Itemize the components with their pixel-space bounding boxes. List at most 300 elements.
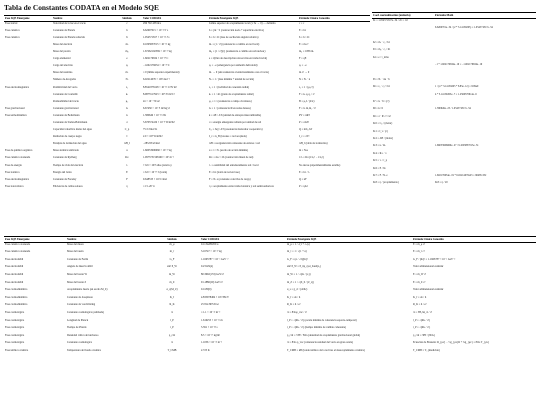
table-row: [4, 156, 370, 163]
table-cell: [372, 26, 434, 33]
table-cell: Q = nF: [299, 177, 307, 181]
table-cell: [4, 57, 52, 64]
table-cell: ΔH = reorganización coherente de enlaces / red: [209, 142, 260, 146]
table-cell: Fase fotovoltaica: [5, 184, 24, 188]
table-cell: [4, 93, 52, 100]
table-cell: m_τ: [169, 250, 175, 254]
table-cell: [434, 167, 536, 174]
table-cell: Fase cromodinámica: [5, 288, 28, 292]
table-cell: 2.725 K: [201, 349, 210, 353]
constants-table-main: [4, 15, 370, 192]
table-cell: Fase electrodébil: [5, 257, 24, 261]
table-cell: No decae (experimentalmente estable): [299, 163, 341, 167]
table-row: [4, 250, 536, 258]
table-cell: h1 = 1.054571817e−34 / 2π = 1.0: [373, 19, 408, 23]
table-cell: ΔH_f: [124, 142, 130, 146]
table-cell: h2 = mₑ · c₀ / h1: [373, 40, 390, 44]
table-cell: 6.67430 × 10⁻¹¹ m³/kg·s²: [143, 106, 171, 110]
table-cell: F = qE: [299, 57, 307, 61]
table-cell: T_CMB: [167, 349, 177, 353]
table-cell: t_P = √(ħG / c⁵) (tiempo mínimo de cambio coherente): [287, 326, 346, 330]
table-cell: > 6.6 × 10²⁸ años (teórico): [143, 163, 172, 167]
table-cell: Fase termodinámica: [5, 113, 27, 117]
table-cell: Nₐ: [125, 78, 129, 82]
table-row: [372, 181, 536, 188]
table-cell: Masa del bosón Z: [67, 280, 87, 284]
table-cell: Fase de química orgánica: [5, 149, 33, 153]
table-cell: 0.1134289259 u: [201, 243, 219, 247]
table-row: [4, 43, 370, 50]
table-cell: 1.380649 × 10⁻²³ J/K: [143, 113, 167, 117]
table-cell: Constante de Stefan-Boltzmann: [53, 121, 88, 125]
table-cell: 4 * 3.14159265e−7 = 1.2566370614e−6: [435, 92, 477, 96]
table-cell: E = mₑc²: [299, 42, 309, 46]
table-cell: 8.5 × 10⁻²⁷ kg/m³: [201, 333, 221, 337]
table-cell: Fase cuántica avanzada: [5, 156, 31, 160]
table-cell: [434, 78, 536, 85]
table-cell: F = Nₐ e (constante colectiva de carga): [209, 177, 251, 181]
table-cell: [434, 137, 536, 144]
table-cell: 6.6260701e−34 / (2 * 3.14159265) = 1.054571817e−34: [435, 26, 493, 30]
table-cell: Λ = 3H₀²Ω_Λ / c²: [413, 311, 433, 315]
table-row: [4, 149, 370, 156]
table-cell: P = σAT⁴: [299, 121, 309, 125]
table-cell: mₑ = (1 / c²) (resistencia a cambio en red local): [209, 42, 260, 46]
table-cell: mₚ = (1 / c²)(τ) (resistencia a cambio en red nuclear): [209, 50, 266, 54]
table-cell: R∞ = mₑc / 2h (contracción lineal de red): [209, 156, 254, 160]
table-cell: Fase cosmológica: [5, 326, 25, 330]
table-cell: 8.8541878128 × 10⁻¹² C²/N·m²: [143, 85, 177, 89]
table-cell: P = ηAI: [299, 184, 308, 188]
table-cell: 1.66053906660 × 10⁻²⁷ kg: [143, 149, 172, 153]
table-cell: G = 1 / (coherencia Φ en redes densas): [209, 106, 251, 110]
table-cell: [372, 70, 434, 77]
table-cell: PV = nRT: [299, 113, 310, 117]
table-row: [372, 56, 536, 63]
table-row: [372, 48, 536, 55]
table-cell: mₑ: [125, 42, 129, 46]
table-row: [4, 86, 370, 93]
table-row: [4, 273, 536, 281]
table-cell: ≈ 1.1 × 10⁻⁵² m⁻²: [201, 311, 221, 315]
table-cell: Fase cosmológica: [5, 333, 25, 337]
table-cell: Fase electromagnética: [5, 177, 29, 181]
table-cell: 1.602176634e−19 * 6.02214076e23 = 96485.332: [435, 173, 487, 177]
table-row: [4, 22, 370, 29]
table-row: [4, 341, 536, 349]
table-cell: E = m_μ c²: [413, 243, 426, 247]
table-row: [4, 71, 370, 78]
table-cell: ≈ 15–20 %: [143, 184, 155, 188]
table-cell: Λ = 8πG ρ_vac (coherencia residual del vacío en gran escala): [287, 341, 354, 345]
table-row: [372, 78, 536, 85]
table-cell: 1 / (4 * 3.14159265 * 8.85e−12) = 8.99e9: [435, 85, 479, 89]
table-cell: [434, 33, 536, 40]
table-cell: Fase fotónica: [5, 170, 20, 174]
table-cell: 75.3 J/mol·K: [143, 128, 158, 132]
table-row: [372, 33, 536, 40]
table-cell: 6.02214076 × 10²³ mol⁻¹: [143, 78, 171, 82]
table-cell: u = 1 / Nₐ (escala de acción mínima): [209, 149, 249, 153]
table-cell: Masa del protón: [53, 50, 71, 54]
table-cell: 299 792 458 m/s: [143, 22, 161, 26]
table-cell: Capacidad calorífica molar del agua: [53, 128, 92, 132]
table-cell: 1.616255 × 10⁻³⁵ m: [201, 318, 223, 322]
table-cell: ≈ 6.9 × 10⁻¹⁹ J (fotón): [143, 170, 168, 174]
table-cell: Fase térmica cósmica: [5, 349, 29, 353]
table-cell: Fase cuántica: [5, 28, 20, 32]
table-cell: k = ΔE / ΔT (unidad de entropía intercambiable): [209, 113, 262, 117]
table-row: [4, 114, 370, 121]
table-cell: ħ = h / 2π: [299, 35, 310, 39]
column-header: Fase SQE Emergente: [4, 16, 52, 22]
table-cell: Constante de Planck: [53, 28, 75, 32]
table-row: [372, 159, 536, 166]
table-cell: η: [126, 184, 128, 188]
table-cell: α_s = g_s² / (4πħc): [287, 288, 308, 292]
table-cell: N = Nₐ · n: [299, 78, 311, 82]
table-cell: T_CMB ≈ T₀ (medición): [413, 349, 440, 353]
table-row: [4, 334, 536, 342]
table-cell: Ecuación de Einstein: R_{μν} − ½g_{μν}R + Λg_{μν} = 8πG T_{μν}: [413, 341, 490, 345]
table-cell: u: [126, 149, 128, 153]
table-cell: F = G m₁m₂ / r²: [299, 106, 316, 110]
table-cell: Fase inicial: [5, 22, 18, 26]
table-cell: h7 = G · ħ / (c³): [373, 100, 390, 103]
table-cell: qₑ: [125, 64, 129, 68]
table-row: [4, 288, 536, 296]
table-cell: 91.1880(20) GeV/c²: [201, 280, 223, 284]
table-cell: m_Z = 1 / √(Z_0 / (Z_ε)): [287, 280, 314, 284]
table-cell: 1.67262192369 × 10⁻²⁷ kg: [143, 50, 172, 54]
column-header: Fórmula Emergente SQE: [208, 16, 298, 22]
table-cell: Q = mCₚΔT: [299, 128, 313, 132]
table-cell: h14 = R∞ · λ: [373, 151, 387, 155]
table-cell: Tiempo de vida del electrón: [53, 163, 84, 167]
table-cell: Acoplamiento fuerte (en escala M_Z): [67, 288, 108, 292]
table-cell: Λ: [171, 341, 173, 345]
table-row: [372, 167, 536, 174]
table-cell: e = ∂(flux de descripción retroacción en trama fractal): [209, 57, 268, 61]
table-cell: [4, 100, 52, 107]
table-cell: 4π × 10⁻⁷ N/A²: [143, 99, 160, 103]
table-cell: h10 = Cₚ / (molar): [373, 122, 393, 126]
table-row: [4, 281, 536, 289]
table-cell: G_F: [169, 257, 175, 261]
table-cell: k: [126, 113, 128, 117]
table-cell: 1.1663787 × 10⁻⁵ GeV⁻²: [201, 257, 229, 261]
table-cell: Constante de Faraday: [53, 177, 77, 181]
table-cell: Fase cuántica avanzada: [5, 243, 31, 247]
table-cell: E = hν: [299, 28, 307, 32]
table-cell: [434, 48, 536, 55]
table-cell: Fase gravitacional: [5, 106, 25, 110]
table-cell: Ángulo de mezcla débil: [67, 265, 93, 269]
table-row: [4, 36, 370, 43]
table-row: [4, 142, 370, 149]
table-cell: kₑ: [125, 92, 129, 96]
table-cell: Velocidad de la luz en el vacío: [53, 22, 86, 26]
table-cell: 1.1056 × 10⁻⁵² m⁻²: [201, 341, 223, 345]
table-cell: Eficiencia de celdas solares: [53, 184, 83, 188]
table-cell: [4, 64, 52, 71]
table-cell: Cₚ = ΔQ / ΔT (resonancia molecular cooperativa): [209, 128, 263, 132]
table-cell: qₑ = −e (emergencia por asimetría helicoidal): [209, 64, 258, 68]
table-cell: [434, 41, 536, 48]
table-row: [4, 178, 370, 185]
table-cell: Densidad crítica del universo: [67, 333, 99, 337]
table-cell: [372, 63, 434, 70]
table-row: [372, 19, 536, 26]
table-cell: [434, 152, 536, 159]
table-row: [4, 57, 370, 64]
constants-table-extended: [4, 236, 536, 357]
table-cell: h: [126, 28, 128, 32]
table-cell: G_F = (α / √2)(ħc)³: [287, 257, 308, 261]
table-cell: l_P: [170, 318, 174, 322]
table-cell: −285.83 kJ/mol: [143, 142, 160, 146]
column-header: Nombre: [52, 16, 112, 22]
table-cell: Λ: [171, 311, 173, 315]
table-cell: 1.66053906660e−27 / 9.1093837015e−31: [435, 144, 479, 148]
table-cell: [434, 159, 536, 166]
table-cell: G_F / (ħc)³ = 1.1663787 × 10⁻⁵ GeV⁻²: [413, 257, 456, 261]
table-cell: R_K = h / e²: [287, 303, 301, 307]
table-cell: 1.380649e−23 / 1.054571817e−34: [435, 107, 471, 111]
table-cell: Radiación de cuerpo negro: [53, 135, 82, 139]
table-cell: Constante de von Klitzing: [67, 303, 96, 307]
table-row: [372, 93, 536, 100]
table-cell: [4, 135, 52, 142]
table-row: [372, 144, 536, 151]
column-header: Fórmula Math: [434, 13, 536, 19]
table-row: [4, 50, 370, 57]
table-cell: C_p: [124, 128, 130, 132]
table-cell: 1/λ = R∞(1/n₁² − 1/n₂²): [299, 156, 324, 160]
table-cell: 4.835978484 × 10¹⁴ Hz/V: [201, 295, 229, 299]
table-cell: h15 = τₑ / τ_p: [373, 159, 388, 163]
table-cell: [372, 33, 434, 40]
table-cell: σ: [126, 121, 128, 125]
table-cell: 0.23129(4): [201, 265, 213, 269]
table-cell: [4, 50, 52, 57]
column-header: Símbolo: [112, 16, 142, 22]
table-cell: m_W: [169, 273, 175, 277]
table-cell: F: [126, 177, 128, 181]
table-row: [372, 152, 536, 159]
table-cell: Masa del bosón W: [67, 273, 88, 277]
table-row: [372, 174, 536, 181]
table-cell: t_P = √(ħG / c⁵): [413, 326, 431, 330]
table-cell: Fase cosmológica: [5, 311, 25, 315]
table-row: [4, 185, 370, 192]
table-cell: [434, 56, 536, 63]
table-cell: 2.0 × 10⁸ W/m²K⁴: [143, 135, 163, 139]
table-cell: R_K = h / e²: [413, 303, 427, 307]
table-cell: ≈ 0 (límite superior experimental): [143, 71, 180, 75]
normalization-table: [372, 12, 536, 189]
table-cell: Masa del muon: [67, 243, 84, 247]
table-cell: Permeabilidad del vacío: [53, 99, 79, 103]
table-cell: σ = energía emergente radiada por unidad de red: [209, 121, 262, 125]
table-cell: [434, 115, 536, 122]
table-cell: K_J: [169, 295, 175, 299]
table-cell: l_P = √(ħG / c³): [413, 318, 430, 322]
table-cell: Masa del electrón: [53, 42, 73, 46]
table-cell: t_P: [170, 326, 174, 330]
table-cell: μ₀ = 1 / (resistencia a campo circulares): [209, 99, 252, 103]
column-header: Valor CODATA: [200, 237, 286, 243]
table-cell: [4, 121, 52, 128]
table-row: [4, 296, 536, 304]
column-header: Fórmula Emergente SQE: [286, 237, 412, 243]
table-cell: Constante de Josephson: [67, 295, 93, 299]
table-cell: Fase de energía: [5, 163, 22, 167]
table-cell: Fase electromagnética: [5, 85, 29, 89]
column-header: Valor CODATA: [142, 16, 208, 22]
table-row: [4, 93, 370, 100]
table-cell: sin² θ_W: [167, 265, 177, 269]
table-cell: [434, 100, 536, 107]
table-cell: 8.9875517923 × 10⁹ N·m²/C²: [143, 92, 175, 96]
column-header: Símbolo: [144, 237, 200, 243]
table-cell: kₑ = 1 / 4π (grado de acoplamiento radial): [209, 92, 254, 96]
table-row: [372, 41, 536, 48]
table-row: [4, 311, 536, 319]
table-cell: F = kₑ q₁q₂ / r²: [299, 92, 315, 96]
table-row: [4, 121, 370, 128]
table-cell: h = ∫Δt · S (contracción nodo + superficie efectiva): [209, 28, 264, 32]
table-cell: [434, 130, 536, 137]
table-row: [4, 135, 370, 142]
table-row: [4, 64, 370, 71]
table-cell: [4, 71, 52, 78]
table-cell: ΔH_f (tabla de formación): [299, 142, 328, 146]
table-cell: η = acoplamiento entre trama fotónica y red semiconductora: [209, 184, 274, 188]
column-header: Fórmula Clásica Conocida: [412, 237, 536, 243]
table-row: [4, 243, 536, 251]
table-cell: 5.670374419 × 10⁻⁸ W/m²K⁴: [143, 121, 175, 125]
table-cell: −1.602176634 × 10⁻¹⁹ C: [143, 64, 170, 68]
table-cell: ħ: [126, 35, 128, 39]
table-cell: Λ = 8πGρ_vac / c²: [287, 311, 307, 315]
table-cell: 3.16747 × 10⁻²⁷ kg: [201, 250, 222, 254]
table-cell: R∞: [125, 156, 129, 160]
table-cell: I_ν = k_B (fotones = red acoplada): [209, 135, 247, 139]
table-cell: τₑ = estabilidad del entrelazamiento red / local: [209, 163, 259, 167]
table-cell: ε₀ = 1 / (facilidad de conexión radial): [209, 85, 250, 89]
column-header: Nombre: [66, 237, 144, 243]
table-cell: Constante cosmológica (estimada): [67, 311, 105, 315]
table-cell: μ₀: [125, 99, 129, 103]
table-cell: Permitividad del vacío: [53, 85, 78, 89]
table-cell: h12 = ΔH / (molar): [373, 136, 393, 140]
table-cell: [4, 128, 52, 135]
table-cell: Tiempo de Planck: [67, 326, 87, 330]
table-row: [372, 100, 536, 107]
table-cell: h17 = F / Nₐ e: [373, 173, 388, 177]
table-row: [4, 303, 536, 311]
table-cell: Entalpía de formación del agua: [53, 142, 87, 146]
table-cell: K_J = 2e / h: [287, 295, 301, 299]
table-cell: Constante de Coulomb: [53, 92, 78, 96]
table-cell: qₑ = −e: [299, 64, 307, 68]
table-cell: h13 = u / mₑ: [373, 144, 386, 148]
table-cell: E: [126, 170, 128, 174]
table-cell: h11 = I_ν / (c): [373, 129, 388, 133]
table-row: [372, 122, 536, 129]
table-cell: Número de Avogadro: [53, 78, 77, 82]
table-cell: [434, 19, 536, 26]
table-cell: I: [126, 135, 128, 139]
table-cell: K_J = 2e / h: [413, 295, 427, 299]
table-row: [372, 26, 536, 33]
table-cell: h8 = k / ħ: [373, 107, 383, 111]
table-cell: E = m_τ c²: [413, 250, 425, 254]
table-row: [4, 100, 370, 107]
table-cell: I_ν = σT⁴: [299, 135, 310, 139]
table-cell: E = m_Z c²: [413, 280, 426, 284]
table-cell: Constante de Fermi: [67, 257, 89, 261]
table-cell: e: [126, 57, 128, 61]
table-cell: Fase electrodébil: [5, 280, 24, 284]
table-cell: Constante de Rydberg: [53, 156, 77, 160]
table-cell: h16 = E / hν: [373, 166, 386, 170]
table-cell: Longitud de Planck: [67, 318, 89, 322]
table-cell: m_μ: [169, 243, 175, 247]
table-cell: 0.1180(9): [201, 288, 212, 292]
table-cell: Constante de Planck reducida: [53, 35, 85, 39]
table-row: [4, 258, 536, 266]
table-row: [372, 107, 536, 114]
table-cell: B = μ₀I / (2πr): [299, 99, 315, 103]
table-row: [372, 130, 536, 137]
table-cell: Fase cuántica avanzada: [5, 250, 31, 254]
table-cell: mᵥ → 0 (sin resistencia al entrelazamiento con el vacío): [209, 71, 269, 75]
table-cell: h3 = mₚ · c₀ / h1: [373, 48, 391, 52]
table-row: [4, 107, 370, 114]
column-header: Fórmula Clásica Conocida: [298, 16, 370, 22]
table-cell: 9.1093837015 × 10⁻³¹ kg: [143, 42, 171, 46]
table-cell: c = c: [299, 22, 305, 26]
table-row: [4, 349, 536, 357]
table-cell: τₑ: [126, 163, 128, 167]
table-row: [4, 29, 370, 36]
table-cell: G: [126, 106, 128, 110]
table-cell: Fase cuántica: [5, 35, 20, 39]
table-cell: mₚ: [125, 50, 129, 54]
table-cell: ρ_crit = 3 H² / 8πG (densidad de acoplamiento gravitacional global): [287, 333, 361, 337]
table-cell: Valor adimensional estándar: [413, 265, 444, 269]
table-cell: Constante cosmológica: [67, 341, 93, 345]
table-cell: ρ_crit: [168, 333, 176, 337]
table-cell: [434, 122, 536, 129]
table-cell: Energía del fotón: [53, 170, 72, 174]
table-cell: h9 = σ · ħ³ c² / k⁴: [373, 114, 391, 118]
table-cell: mₚ = 1836 mₑ: [299, 50, 314, 54]
table-cell: Fase cosmológica: [5, 341, 25, 345]
table-cell: h4 = e / τ_trma: [373, 55, 389, 59]
table-row: [372, 137, 536, 144]
table-cell: l_P = √(ħG / c³) (escala mínima de coherencia espacio-temporal): [287, 318, 357, 322]
table-cell: α_s(M_Z): [166, 288, 178, 292]
table-cell: −1 * 1.602176634e−19 = −1.602176634e−19: [435, 63, 483, 67]
table-cell: Fase electrodébil: [5, 273, 24, 277]
table-row: [372, 115, 536, 122]
table-cell: E = m_W c²: [413, 273, 427, 277]
table-cell: Constante de Boltzmann: [53, 113, 80, 117]
table-cell: Carga del electrón: [53, 64, 73, 68]
